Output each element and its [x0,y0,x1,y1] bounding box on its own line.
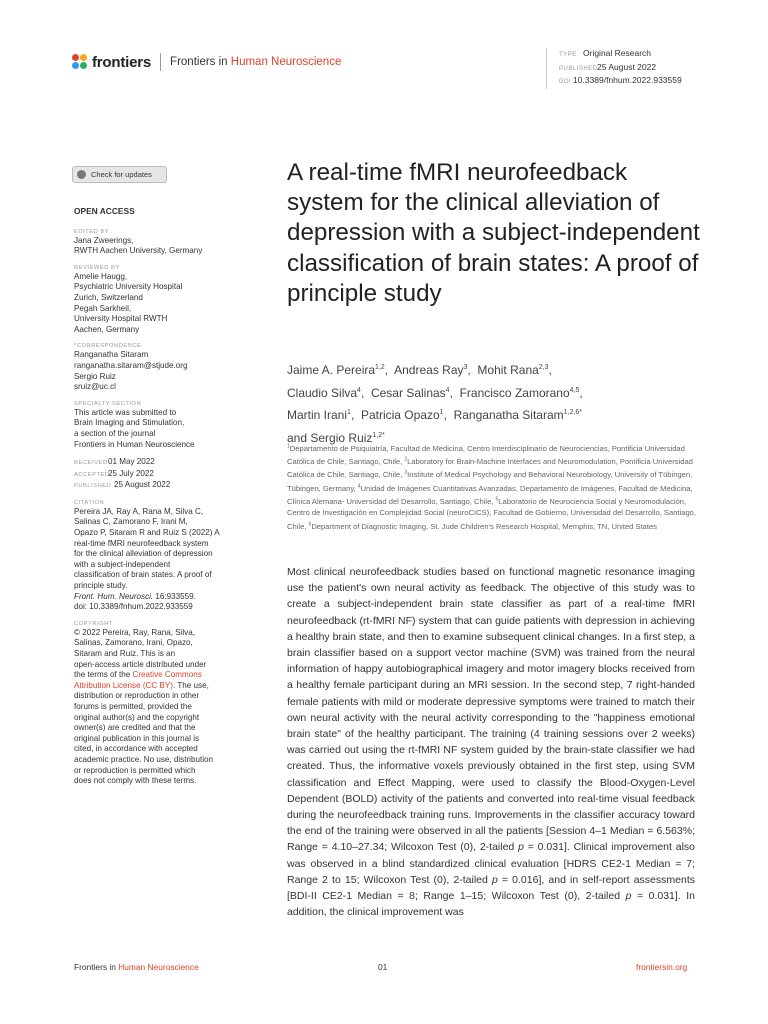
journal-name[interactable] [170,56,341,68]
meta-doi[interactable]: DOI 10.3389/fnhum.2022.933559 [559,75,682,85]
author-affiliation-sup: 3 [463,364,468,371]
copyright-label: COPYRIGHT [74,620,113,627]
check-updates-label: Check for updates [91,170,152,179]
author-name[interactable]: Martin Irani$^1$ [287,408,351,422]
edited-by-label: EDITED BY [74,228,110,235]
date-accepted: ACCEPTED25 July 2022 [74,468,154,478]
article-meta [546,48,682,89]
check-updates-button[interactable] [72,166,167,183]
author-conjunction: and [287,430,308,445]
frontiers-logo[interactable] [72,53,341,71]
correspondence[interactable]: Ranganatha Sitaram ranganatha.sitaram@stjude.org Sergio Ruiz sruiz@uc.cl [74,350,188,392]
meta-published: PUBLISHED25 August 2022 [559,61,657,72]
affiliation-item: $^4$Unidad de Imágenes Cuantitativas Avanzadas, Departamento de Imágenes, Facultad de Medicina, Clínica Alemana- Universidad del Desarrollo, Santiago, Chile, [287,483,693,507]
specialty-section: This article was submitted to Brain Imaging and Stimulation, a section of the journal Frontiers in Human Neuroscience [74,407,195,449]
author-name[interactable]: Andreas Ray$^3$ [394,363,468,377]
article-title: A real-time fMRI neurofeedback system for the clinical alleviation of depression with a subject-independent classification of brain states: A proof of principle study [287,159,700,307]
meta-type: TYPE Original Research [559,48,652,58]
header-divider [160,53,161,71]
copyright-text: © 2022 Pereira, Ray, Rana, Silva, Salinas, Zamorano, Irani, Opazo, Sitaram and Ruiz. This is an open-access article distributed under the terms of the Creative Commons Attribution License (CC BY). The use, distribution or reproduction in other forums is permitted, provided the original author(s) and the copyright owner(s) are credited and that the original publication in this journal is cited, in accordance with accepted academic practice. No use, distribution or reproduction is permitted which does not comply with these terms. [74,627,214,786]
citation: Pereira JA, Ray A, Rana M, Silva C, Salinas C, Zamorano F, Irani M, Opazo P, Sitaram R and Ruiz S (2022) A real-time fMRI neurofeedback system for the clinical alleviation of depression with a subject-independent classification of brain states: A proof of principle study. [74,506,220,591]
author-name[interactable]: Francisco Zamorano$^{4,5}$ [459,385,580,400]
journal-highlight: Human Neuroscience [230,56,342,68]
specialty-label: SPECIALTY SECTION [74,400,142,407]
affiliation-item: $^3$Institute of Medical Psychology and Behavioral Neurobiology, University of Tübingen, Tübingen, Germany, [287,469,693,493]
check-updates-icon [77,170,86,179]
footer-site-link[interactable]: frontiersin.org [636,962,688,972]
citation-journal: Front. Hum. Neurosci. [74,591,154,601]
citation-label: CITATION [74,499,105,506]
author-name[interactable]: Cesar Salinas$^4$ [370,385,450,400]
logo-text: frontiers [92,53,152,71]
author-name[interactable]: Claudio Silva$^4$ [287,385,361,400]
author-affiliation-sup: 4 [445,386,450,394]
author-affiliation-sup: 1,2* [372,431,385,439]
dates-block [74,457,244,492]
author-name[interactable]: Ranganatha Sitaram$^{1,2,6*}$ [453,408,582,422]
affiliation-item: $^1$Departamento de Psiquiatría, Facultad de Medicina, Centro Interdisciplinario de Neurociencias, Pontificia Universidad Católica de Chile, Santiago, Chile, [287,443,685,466]
affiliation-item: $^6$Department of Diagnostic Imaging, St. Jude Children's Research Hospital, Memphis, TN, United States [308,521,658,531]
frontiers-logo-icon [72,54,88,70]
license-link[interactable]: Creative Commons Attribution License (CC BY) [74,670,202,690]
page-number: 01 [378,962,388,972]
author-affiliation-sup: 1,2 [375,364,385,371]
date-received: RECEIVED01 May 2022 [74,457,155,467]
author-affiliation-sup: 1,2,6* [563,409,582,416]
author-affiliation-sup: 2,3 [538,364,549,371]
author-name[interactable]: Jaime A. Pereira$^{1,2}$ [287,363,385,377]
author-name[interactable]: Sergio Ruiz$^{1,2*}$ [310,430,385,445]
author-affiliation-sup: 4 [357,386,361,394]
affiliations [287,441,707,533]
edited-by: Jana Zweerings, RWTH Aachen University, Germany [74,235,203,256]
date-published: PUBLISHED 25 August 2022 [74,480,171,490]
footer-journal[interactable]: Frontiers in Human Neuroscience [74,962,199,972]
author-name[interactable]: Mohit Rana$^{2,3}$ [477,363,549,377]
citation-journal-line [74,592,244,603]
reviewed-by-label: REVIEWED BY [74,264,120,271]
author-affiliation-sup: 1 [439,409,444,416]
affiliation-item: $^2$Laboratory for Brain-Machine Interfaces and Neuromodulation, Pontificia Universidad Católica de Chile, Santiago, Chile, [287,456,693,480]
affiliation-item: $^5$Laboratorio de Neurociencia Social y Neuromodulación, Centro de Investigación en Complejidad Social (neuroCICS), Facultad de Gobierno, Universidad del Desarrollo, Santiago, Chile, [287,496,697,531]
author-affiliation-sup: 1 [347,409,351,416]
article-sidebar [74,206,244,787]
citation-doi[interactable]: doi: 10.3389/fnhum.2022.933559 [74,602,193,612]
reviewed-by: Amelie Haugg, Psychiatric University Hospital Zurich, Switzerland Pegah Sarkheil, University Hospital RWTH Aachen, Germany [74,271,183,334]
author-list: Jaime A. Pereira$^{1,2}$, Andreas Ray$^3$, Mohit Rana$^{2,3}$, Claudio Silva$^4$, Cesar Salinas$^4$, Francisco Zamorano$^{4,5}$, Martin Irani$^1$, Patricia Opazo$^1$, Ranganatha Sitaram$^{1,2,6*}$ and Sergio Ruiz$^{1,2*}$ [287,363,587,445]
author-affiliation-sup: 4,5 [569,386,580,394]
correspondence-label: *CORRESPONDENCE [74,343,142,350]
open-access-label: OPEN ACCESS [74,206,135,216]
abstract: Most clinical neurofeedback studies based on functional magnetic resonance imaging use the patient's own neural activity as feedback. The objective of this study was to create a subject-independent brain state classifier as part of a real-time fMRI neurofeedback (rt-fMRI NF) system that can guide patients with depression in achieving a healthy brain state, and then to examine subsequent clinical changes. In a first step, a brain classifier based on a support vector machine (SVM) was trained from the neural information of happy autobiographical imagery and motor imagery blocks received from a healthy female participant during an MRI session. In the second step, 7 right-handed female patients with mild or moderate depressive symptoms were trained to match their own neural activity with the neural activity corresponding to the "happiness emotional brain state" of the healthy participant. The training (4 training sessions over 2 weeks) was carried out using the rt-fMRI NF system guided by the brain-state classifier we had created. Thus, the informative voxels previously obtained in the first step, using SVM classification and Effect Mapping, were used to classify the Blood-Oxygen-Level Dependent (BOLD) activity of the patients and converted into real-time visual feedback during the neurofeedback training runs. Improvements in the classifier accuracy toward the end of the training were observed in all the patients [Session 4–1 Median = 6.563%; Range = 4.10–27.34; Wilcoxon Test (0), 2-tailed p = 0.031]. Clinical improvement also was observed in a blind standardized clinical evaluation [HDRS CE2-1 Median = 7; Range 2 to 15; Wilcoxon Test (0), 2-tailed p = 0.016], and in self-report assessments [BDI-II CE2-1 Median = 8; Range 1–15; Wilcoxon Test (0), 2-tailed p = 0.031]. In addition, the clinical improvement was [287,566,696,919]
citation-volume: 16:933559. [153,591,196,601]
author-name[interactable]: Patricia Opazo$^1$ [360,408,444,422]
journal-prefix: Frontiers in [170,56,231,68]
